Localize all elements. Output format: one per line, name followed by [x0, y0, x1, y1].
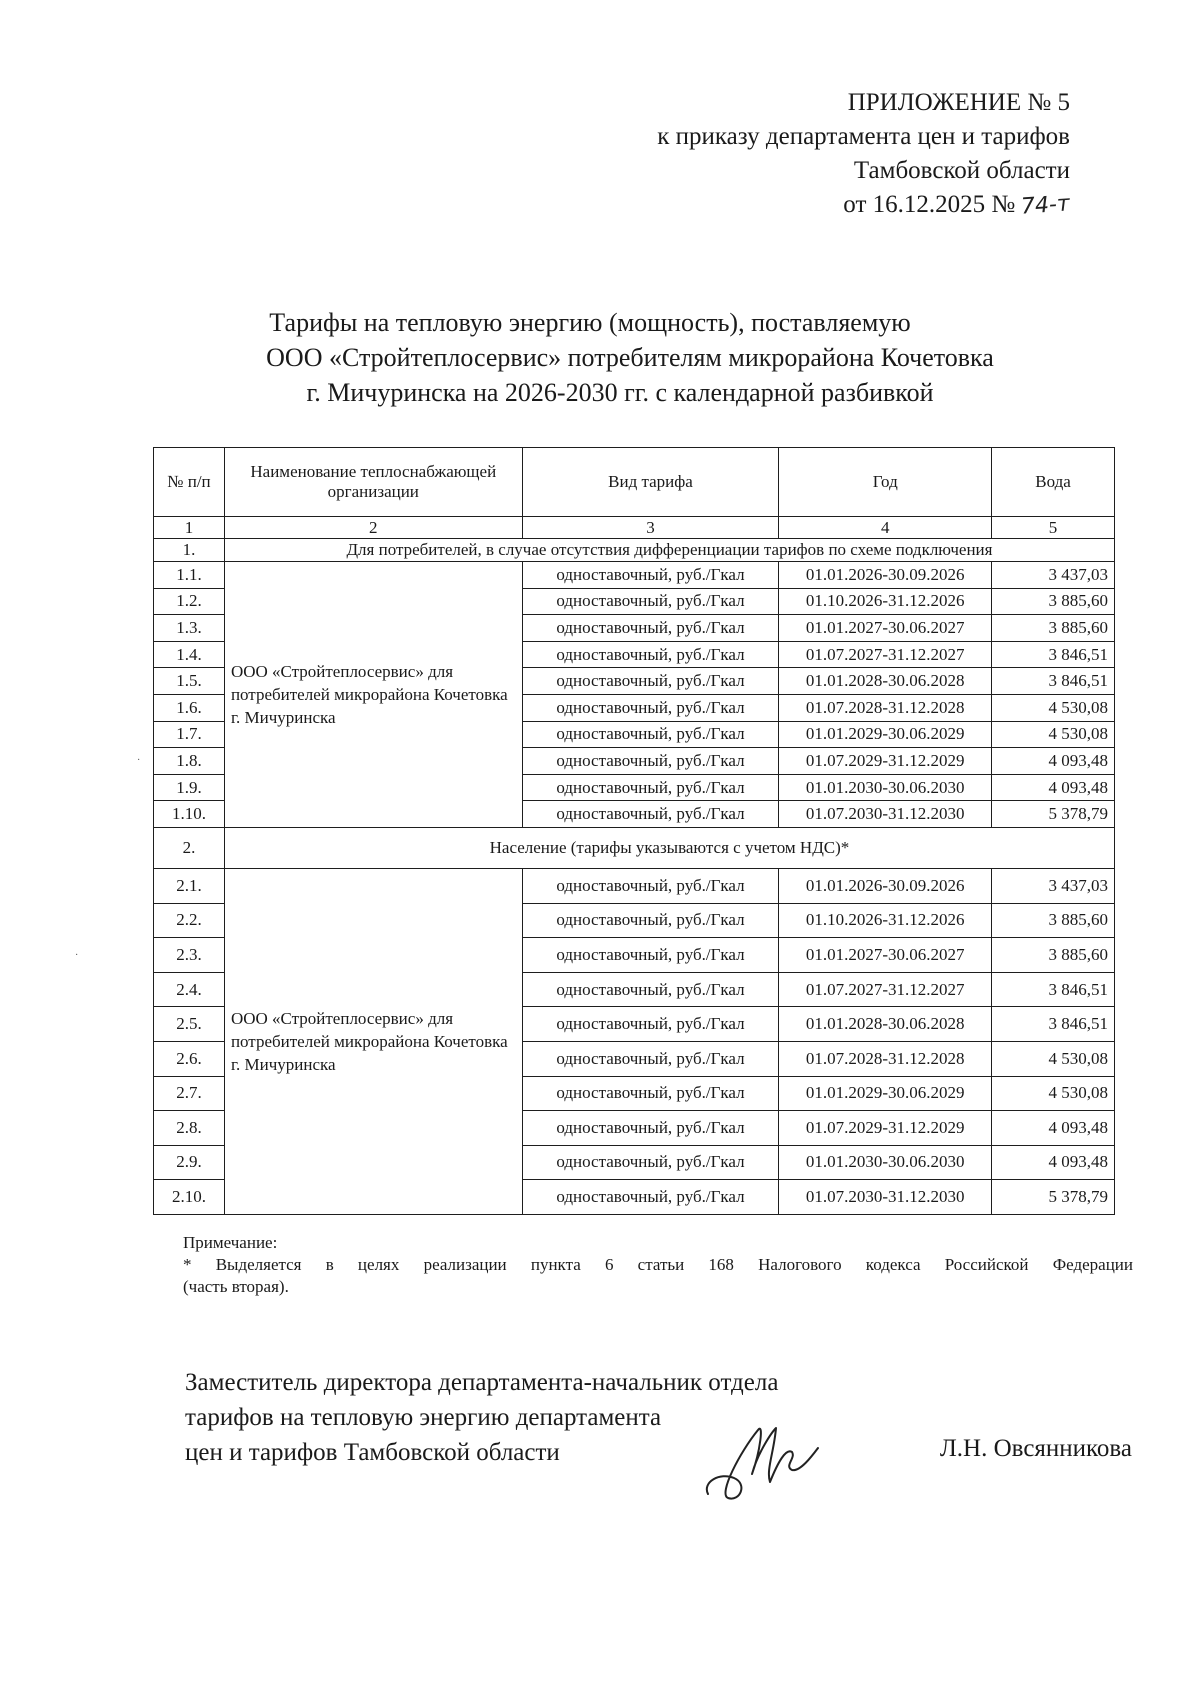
row-number: 1.9. [154, 774, 225, 801]
appendix-date: от 16.12.2025 № [843, 191, 1016, 218]
tariff-type: одноставочный, руб./Гкал [522, 588, 779, 615]
tariff-value: 3 846,51 [992, 641, 1115, 668]
tariff-type: одноставочный, руб./Гкал [522, 1007, 779, 1042]
tariff-value: 4 530,08 [992, 1041, 1115, 1076]
header-organization: Наименование теплоснабжающей организации [224, 448, 522, 517]
handwritten-signature [700, 1412, 830, 1512]
tariff-type: одноставочный, руб./Гкал [522, 748, 779, 775]
period: 01.01.2029-30.06.2029 [779, 1076, 992, 1111]
tariff-value: 5 378,79 [992, 801, 1115, 828]
tariff-type: одноставочный, руб./Гкал [522, 668, 779, 695]
row-number: 1.4. [154, 641, 225, 668]
header-water: Вода [992, 448, 1115, 517]
tariff-type: одноставочный, руб./Гкал [522, 774, 779, 801]
position-line-1: Заместитель директора департамента-начальник отдела [185, 1369, 779, 1396]
note-text-tail: (часть вторая). [183, 1277, 289, 1296]
tariff-value: 3 885,60 [992, 903, 1115, 938]
tariff-value: 4 530,08 [992, 721, 1115, 748]
appendix-date-line [657, 188, 1070, 223]
tariff-table [153, 447, 1115, 1215]
tariff-value: 4 530,08 [992, 694, 1115, 721]
table-row [154, 562, 1115, 589]
row-number: 1.8. [154, 748, 225, 775]
title-line-1: Тарифы на тепловую энергию (мощность), поставляемую [269, 308, 911, 337]
section-label: Население (тарифы указываются с учетом НДС)* [224, 827, 1114, 868]
header-number: № п/п [154, 448, 225, 517]
title-line-2: ООО «Стройтеплосервис» потребителям микрорайона Кочетовка [266, 343, 994, 372]
table-row [154, 868, 1115, 903]
tariff-type: одноставочный, руб./Гкал [522, 868, 779, 903]
period: 01.07.2028-31.12.2028 [779, 694, 992, 721]
period: 01.07.2030-31.12.2030 [779, 1180, 992, 1215]
tariff-type: одноставочный, руб./Гкал [522, 1180, 779, 1215]
row-number: 2.7. [154, 1076, 225, 1111]
row-number: 1.2. [154, 588, 225, 615]
tariff-type: одноставочный, руб./Гкал [522, 641, 779, 668]
scan-mark: · [137, 755, 141, 766]
tariff-type: одноставочный, руб./Гкал [522, 1145, 779, 1180]
tariff-type: одноставочный, руб./Гкал [522, 903, 779, 938]
row-number: 2.3. [154, 938, 225, 973]
period: 01.01.2028-30.06.2028 [779, 668, 992, 695]
period: 01.01.2029-30.06.2029 [779, 721, 992, 748]
tariff-type: одноставочный, руб./Гкал [522, 1076, 779, 1111]
tariff-value: 3 846,51 [992, 1007, 1115, 1042]
tariff-type: одноставочный, руб./Гкал [522, 972, 779, 1007]
note-text: * Выделяется в целях реализации пункта 6 статьи 168 Налогового кодекса Российской Федерации [183, 1255, 1133, 1274]
table-header-row [154, 448, 1115, 517]
tariff-value: 3 885,60 [992, 615, 1115, 642]
position-line-2: тарифов на тепловую энергию департамента [185, 1404, 662, 1431]
section-1-row [154, 539, 1115, 562]
period: 01.07.2030-31.12.2030 [779, 801, 992, 828]
tariff-value: 3 885,60 [992, 938, 1115, 973]
header-year: Год [779, 448, 992, 517]
tariff-value: 3 846,51 [992, 668, 1115, 695]
tariff-type: одноставочный, руб./Гкал [522, 562, 779, 589]
scan-mark: · [75, 950, 79, 961]
row-number: 2.9. [154, 1145, 225, 1180]
tariff-value: 4 093,48 [992, 774, 1115, 801]
note-label: Примечание: [183, 1233, 278, 1252]
tariff-type: одноставочный, руб./Гкал [522, 721, 779, 748]
column-number: 5 [992, 517, 1115, 539]
header-tariff-type: Вид тарифа [522, 448, 779, 517]
appendix-region: Тамбовской области [853, 157, 1070, 184]
tariff-type: одноставочный, руб./Гкал [522, 801, 779, 828]
tariff-value: 5 378,79 [992, 1180, 1115, 1215]
signatory-name: Л.Н. Овсянникова [939, 1435, 1132, 1462]
tariff-value: 4 093,48 [992, 1145, 1115, 1180]
row-number: 1.10. [154, 801, 225, 828]
document-title [0, 305, 1200, 410]
column-number: 3 [522, 517, 779, 539]
period: 01.07.2027-31.12.2027 [779, 972, 992, 1007]
row-number: 2.8. [154, 1111, 225, 1146]
row-number: 1.3. [154, 615, 225, 642]
column-number: 2 [224, 517, 522, 539]
row-number: 1.5. [154, 668, 225, 695]
tariff-value: 4 093,48 [992, 748, 1115, 775]
row-number: 2.10. [154, 1180, 225, 1215]
period: 01.01.2026-30.09.2026 [779, 562, 992, 589]
period: 01.01.2028-30.06.2028 [779, 1007, 992, 1042]
section-2-row [154, 827, 1115, 868]
row-number: 2.1. [154, 868, 225, 903]
organization-cell: ООО «Стройтеплосервис» для потребителей микрорайона Кочетовка г. Мичуринска [224, 868, 522, 1214]
tariff-value: 4 093,48 [992, 1111, 1115, 1146]
tariff-value: 3 437,03 [992, 562, 1115, 589]
order-number-handwritten: 74-т [1020, 191, 1071, 220]
column-number: 4 [779, 517, 992, 539]
row-number: 2.5. [154, 1007, 225, 1042]
section-number: 2. [154, 827, 225, 868]
tariff-value: 4 530,08 [992, 1076, 1115, 1111]
period: 01.07.2028-31.12.2028 [779, 1041, 992, 1076]
row-number: 1.7. [154, 721, 225, 748]
period: 01.10.2026-31.12.2026 [779, 903, 992, 938]
period: 01.01.2027-30.06.2027 [779, 938, 992, 973]
tariff-type: одноставочный, руб./Гкал [522, 938, 779, 973]
row-number: 2.2. [154, 903, 225, 938]
period: 01.01.2030-30.06.2030 [779, 1145, 992, 1180]
column-number-row [154, 517, 1115, 539]
organization-cell: ООО «Стройтеплосервис» для потребителей микрорайона Кочетовка г. Мичуринска [224, 562, 522, 828]
appendix-title: ПРИЛОЖЕНИЕ № 5 [847, 89, 1070, 116]
appendix-header [657, 86, 1070, 223]
period: 01.01.2027-30.06.2027 [779, 615, 992, 642]
appendix-order-ref: к приказу департамента цен и тарифов [657, 123, 1070, 150]
position-line-3: цен и тарифов Тамбовской области [185, 1439, 560, 1466]
period: 01.07.2029-31.12.2029 [779, 748, 992, 775]
signatory-position [185, 1365, 778, 1470]
tariff-type: одноставочный, руб./Гкал [522, 1041, 779, 1076]
row-number: 1.6. [154, 694, 225, 721]
tariff-type: одноставочный, руб./Гкал [522, 694, 779, 721]
row-number: 2.6. [154, 1041, 225, 1076]
period: 01.07.2027-31.12.2027 [779, 641, 992, 668]
column-number: 1 [154, 517, 225, 539]
section-number: 1. [154, 539, 225, 562]
title-line-3: г. Мичуринска на 2026-2030 гг. с календарной разбивкой [306, 378, 934, 407]
period: 01.10.2026-31.12.2026 [779, 588, 992, 615]
row-number: 2.4. [154, 972, 225, 1007]
period: 01.07.2029-31.12.2029 [779, 1111, 992, 1146]
tariff-value: 3 437,03 [992, 868, 1115, 903]
footnote [183, 1232, 1133, 1298]
period: 01.01.2030-30.06.2030 [779, 774, 992, 801]
row-number: 1.1. [154, 562, 225, 589]
tariff-value: 3 846,51 [992, 972, 1115, 1007]
period: 01.01.2026-30.09.2026 [779, 868, 992, 903]
tariff-value: 3 885,60 [992, 588, 1115, 615]
tariff-type: одноставочный, руб./Гкал [522, 615, 779, 642]
tariff-type: одноставочный, руб./Гкал [522, 1111, 779, 1146]
section-label: Для потребителей, в случае отсутствия дифференциации тарифов по схеме подключения [224, 539, 1114, 562]
